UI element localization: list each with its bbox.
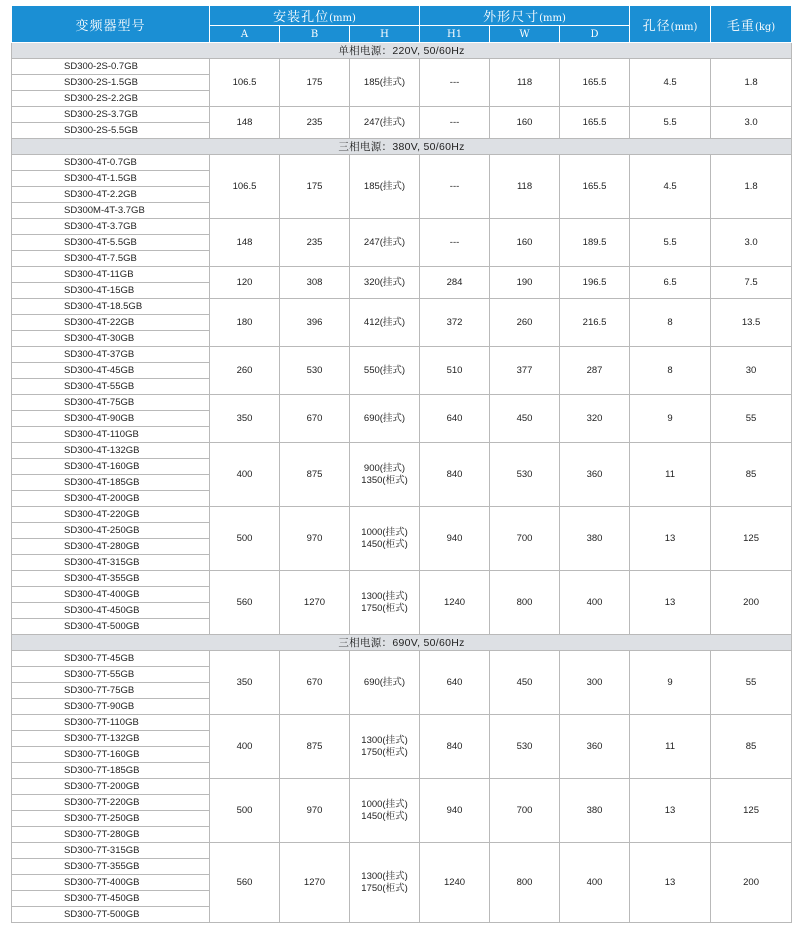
outer-h1-cell: ---	[420, 155, 490, 219]
mount-a-cell: 148	[210, 107, 280, 139]
model-cell: SD300-4T-45GB	[12, 363, 210, 379]
model-cell: SD300-4T-30GB	[12, 331, 210, 347]
outer-w-cell: 190	[490, 267, 560, 299]
header-mount-hole-pos	[210, 6, 420, 26]
mount-h-cell	[350, 395, 420, 443]
hole-dia-cell: 4.5	[630, 155, 711, 219]
mount-h-cell	[350, 219, 420, 267]
mount-h-line: 690(挂式)	[363, 676, 406, 688]
model-cell: SD300-7T-355GB	[12, 859, 210, 875]
mount-h-cell	[350, 347, 420, 395]
mount-a-cell: 106.5	[210, 59, 280, 107]
outer-d-cell: 320	[560, 395, 630, 443]
outer-d-cell: 196.5	[560, 267, 630, 299]
weight-cell: 3.0	[711, 107, 792, 139]
mount-h-cell	[350, 155, 420, 219]
model-cell: SD300-4T-0.7GB	[12, 155, 210, 171]
header-hole-dia	[630, 6, 711, 43]
outer-w-cell: 377	[490, 347, 560, 395]
model-cell: SD300-2S-3.7GB	[12, 107, 210, 123]
table-row	[12, 779, 792, 795]
model-cell: SD300-4T-220GB	[12, 507, 210, 523]
mount-a-cell: 400	[210, 715, 280, 779]
weight-cell: 1.8	[711, 59, 792, 107]
outer-h1-cell: 510	[420, 347, 490, 395]
mount-b-cell: 396	[280, 299, 350, 347]
outer-h1-cell: 840	[420, 715, 490, 779]
mount-b-cell: 1270	[280, 571, 350, 635]
mount-b-cell: 235	[280, 219, 350, 267]
mount-h-line: 247(挂式)	[363, 236, 406, 248]
model-cell: SD300-4T-11GB	[12, 267, 210, 283]
mount-h-cell	[350, 651, 420, 715]
model-cell: SD300-7T-55GB	[12, 667, 210, 683]
mount-a-cell: 106.5	[210, 155, 280, 219]
section-row	[12, 635, 792, 651]
mount-h-cell	[350, 507, 420, 571]
weight-cell: 13.5	[711, 299, 792, 347]
mount-a-cell: 560	[210, 843, 280, 923]
mount-h-cell	[350, 715, 420, 779]
outer-w-cell: 160	[490, 107, 560, 139]
header-sub-h: H	[350, 26, 420, 43]
model-cell: SD300-7T-280GB	[12, 827, 210, 843]
mount-h-line: 247(挂式)	[363, 116, 406, 128]
model-cell: SD300-4T-75GB	[12, 395, 210, 411]
model-cell: SD300-7T-90GB	[12, 699, 210, 715]
mount-b-cell: 175	[280, 59, 350, 107]
outer-w-cell: 700	[490, 779, 560, 843]
mount-b-cell: 670	[280, 651, 350, 715]
outer-h1-cell: 372	[420, 299, 490, 347]
mount-a-cell: 350	[210, 651, 280, 715]
model-cell: SD300-4T-315GB	[12, 555, 210, 571]
model-cell: SD300-4T-7.5GB	[12, 251, 210, 267]
model-cell: SD300-4T-110GB	[12, 427, 210, 443]
mount-a-cell: 400	[210, 443, 280, 507]
outer-w-cell: 700	[490, 507, 560, 571]
mount-h-line: 1000(挂式)	[361, 526, 408, 538]
model-cell: SD300-7T-500GB	[12, 907, 210, 923]
model-cell: SD300-7T-185GB	[12, 763, 210, 779]
table-row	[12, 299, 792, 315]
model-cell: SD300-4T-250GB	[12, 523, 210, 539]
mount-b-cell: 175	[280, 155, 350, 219]
model-cell: SD300-2S-1.5GB	[12, 75, 210, 91]
model-cell: SD300-4T-18.5GB	[12, 299, 210, 315]
mount-h-cell	[350, 779, 420, 843]
outer-d-cell: 216.5	[560, 299, 630, 347]
outer-w-cell: 260	[490, 299, 560, 347]
model-cell: SD300M-4T-3.7GB	[12, 203, 210, 219]
model-cell: SD300-4T-500GB	[12, 619, 210, 635]
hole-dia-cell: 11	[630, 443, 711, 507]
mount-h-line: 1450(柜式)	[361, 810, 408, 822]
model-cell: SD300-7T-315GB	[12, 843, 210, 859]
mount-h-cell	[350, 59, 420, 107]
mount-h-line: 320(挂式)	[363, 276, 406, 288]
hole-dia-cell: 13	[630, 571, 711, 635]
outer-d-cell: 165.5	[560, 59, 630, 107]
mount-h-line: 1350(柜式)	[361, 474, 408, 486]
mount-b-cell: 970	[280, 779, 350, 843]
table-row	[12, 219, 792, 235]
outer-d-cell: 287	[560, 347, 630, 395]
weight-cell: 200	[711, 843, 792, 923]
weight-cell: 125	[711, 779, 792, 843]
header-outer-unit: (mm)	[539, 13, 566, 24]
model-cell: SD300-4T-450GB	[12, 603, 210, 619]
model-cell: SD300-7T-45GB	[12, 651, 210, 667]
model-cell: SD300-7T-220GB	[12, 795, 210, 811]
mount-h-line: 550(挂式)	[363, 364, 406, 376]
table-row	[12, 347, 792, 363]
mount-a-cell: 120	[210, 267, 280, 299]
mount-b-cell: 530	[280, 347, 350, 395]
outer-w-cell: 118	[490, 155, 560, 219]
model-cell: SD300-4T-280GB	[12, 539, 210, 555]
mount-h-line: 412(挂式)	[363, 316, 406, 328]
model-cell: SD300-7T-110GB	[12, 715, 210, 731]
header-model: 变频器型号	[12, 6, 210, 43]
hole-dia-cell: 5.5	[630, 107, 711, 139]
mount-b-cell: 308	[280, 267, 350, 299]
header-hole-dia-label: 孔径	[642, 17, 671, 33]
mount-b-cell: 235	[280, 107, 350, 139]
hole-dia-cell: 8	[630, 347, 711, 395]
mount-b-cell: 875	[280, 443, 350, 507]
model-cell: SD300-4T-1.5GB	[12, 171, 210, 187]
outer-d-cell: 300	[560, 651, 630, 715]
model-cell: SD300-7T-400GB	[12, 875, 210, 891]
section-row	[12, 139, 792, 155]
mount-a-cell: 148	[210, 219, 280, 267]
hole-dia-cell: 9	[630, 651, 711, 715]
outer-h1-cell: 1240	[420, 571, 490, 635]
mount-h-line: 690(挂式)	[363, 412, 406, 424]
table-row	[12, 651, 792, 667]
outer-h1-cell: 940	[420, 507, 490, 571]
hole-dia-cell: 6.5	[630, 267, 711, 299]
weight-cell: 7.5	[711, 267, 792, 299]
section-title: 三相电源：380V, 50/60Hz	[12, 139, 792, 155]
section-title: 单相电源：220V, 50/60Hz	[12, 43, 792, 59]
outer-d-cell: 380	[560, 779, 630, 843]
header-sub-h1: H1	[420, 26, 490, 43]
mount-h-cell	[350, 443, 420, 507]
hole-dia-cell: 13	[630, 507, 711, 571]
hole-dia-cell: 9	[630, 395, 711, 443]
mount-h-line: 1750(柜式)	[361, 882, 408, 894]
header-weight	[711, 6, 792, 43]
outer-w-cell: 530	[490, 443, 560, 507]
mount-h-cell	[350, 571, 420, 635]
outer-w-cell: 160	[490, 219, 560, 267]
outer-h1-cell: 284	[420, 267, 490, 299]
mount-h-line: 1750(柜式)	[361, 602, 408, 614]
model-cell: SD300-4T-37GB	[12, 347, 210, 363]
outer-w-cell: 800	[490, 571, 560, 635]
mount-h-line: 1300(挂式)	[361, 590, 408, 602]
model-cell: SD300-4T-355GB	[12, 571, 210, 587]
outer-h1-cell: 840	[420, 443, 490, 507]
section-title: 三相电源：690V, 50/60Hz	[12, 635, 792, 651]
header-outer-dim-label: 外形尺寸	[483, 9, 540, 24]
mount-h-line: 1750(柜式)	[361, 746, 408, 758]
outer-h1-cell: 640	[420, 651, 490, 715]
header-hole-unit: (mm)	[670, 21, 698, 33]
section-row	[12, 43, 792, 59]
table-row	[12, 843, 792, 859]
mount-a-cell: 180	[210, 299, 280, 347]
model-cell: SD300-4T-185GB	[12, 475, 210, 491]
mount-a-cell: 350	[210, 395, 280, 443]
mount-h-line: 1450(柜式)	[361, 538, 408, 550]
mount-h-cell	[350, 843, 420, 923]
model-cell: SD300-7T-200GB	[12, 779, 210, 795]
outer-d-cell: 400	[560, 843, 630, 923]
mount-h-cell	[350, 299, 420, 347]
outer-d-cell: 165.5	[560, 107, 630, 139]
model-cell: SD300-7T-250GB	[12, 811, 210, 827]
mount-h-cell	[350, 267, 420, 299]
header-sub-a: A	[210, 26, 280, 43]
outer-w-cell: 450	[490, 395, 560, 443]
model-cell: SD300-4T-400GB	[12, 587, 210, 603]
header-outer-dim	[420, 6, 630, 26]
outer-h1-cell: 640	[420, 395, 490, 443]
mount-a-cell: 560	[210, 571, 280, 635]
mount-h-line: 1300(挂式)	[361, 734, 408, 746]
mount-b-cell: 1270	[280, 843, 350, 923]
model-cell: SD300-2S-2.2GB	[12, 91, 210, 107]
table-row	[12, 59, 792, 75]
model-cell: SD300-2S-5.5GB	[12, 123, 210, 139]
header-sub-d: D	[560, 26, 630, 43]
mount-b-cell: 670	[280, 395, 350, 443]
hole-dia-cell: 13	[630, 779, 711, 843]
hole-dia-cell: 8	[630, 299, 711, 347]
outer-d-cell: 360	[560, 715, 630, 779]
outer-d-cell: 400	[560, 571, 630, 635]
mount-a-cell: 500	[210, 507, 280, 571]
mount-a-cell: 500	[210, 779, 280, 843]
header-mount-hole-pos-label: 安装孔位	[273, 9, 330, 24]
outer-h1-cell: ---	[420, 219, 490, 267]
model-cell: SD300-7T-450GB	[12, 891, 210, 907]
model-cell: SD300-7T-75GB	[12, 683, 210, 699]
weight-cell: 125	[711, 507, 792, 571]
table-row	[12, 507, 792, 523]
model-cell: SD300-7T-160GB	[12, 747, 210, 763]
hole-dia-cell: 5.5	[630, 219, 711, 267]
outer-h1-cell: ---	[420, 107, 490, 139]
header-weight-unit: (kg)	[754, 21, 776, 33]
outer-w-cell: 530	[490, 715, 560, 779]
table-row	[12, 715, 792, 731]
outer-w-cell: 800	[490, 843, 560, 923]
outer-h1-cell: ---	[420, 59, 490, 107]
header-mount-unit: (mm)	[329, 13, 356, 24]
dimension-table	[11, 5, 792, 923]
mount-h-line: 900(挂式)	[363, 462, 406, 474]
model-cell: SD300-4T-2.2GB	[12, 187, 210, 203]
dimension-table-container	[11, 5, 791, 923]
model-cell: SD300-4T-3.7GB	[12, 219, 210, 235]
mount-a-cell: 260	[210, 347, 280, 395]
hole-dia-cell: 4.5	[630, 59, 711, 107]
table-row	[12, 155, 792, 171]
header-sub-b: B	[280, 26, 350, 43]
model-cell: SD300-4T-90GB	[12, 411, 210, 427]
model-cell: SD300-4T-22GB	[12, 315, 210, 331]
header-weight-label: 毛重	[726, 17, 755, 33]
weight-cell: 55	[711, 651, 792, 715]
model-cell: SD300-4T-55GB	[12, 379, 210, 395]
mount-b-cell: 875	[280, 715, 350, 779]
table-row	[12, 107, 792, 123]
model-cell: SD300-2S-0.7GB	[12, 59, 210, 75]
model-cell: SD300-7T-132GB	[12, 731, 210, 747]
outer-d-cell: 360	[560, 443, 630, 507]
outer-h1-cell: 1240	[420, 843, 490, 923]
table-row	[12, 443, 792, 459]
table-header	[12, 6, 792, 43]
weight-cell: 200	[711, 571, 792, 635]
mount-h-cell	[350, 107, 420, 139]
mount-h-line: 185(挂式)	[363, 180, 406, 192]
weight-cell: 85	[711, 443, 792, 507]
mount-h-line: 1000(挂式)	[361, 798, 408, 810]
outer-h1-cell: 940	[420, 779, 490, 843]
weight-cell: 85	[711, 715, 792, 779]
weight-cell: 55	[711, 395, 792, 443]
mount-h-line: 1300(挂式)	[361, 870, 408, 882]
table-row	[12, 571, 792, 587]
weight-cell: 30	[711, 347, 792, 395]
header-sub-w: W	[490, 26, 560, 43]
mount-b-cell: 970	[280, 507, 350, 571]
table-row	[12, 395, 792, 411]
table-row	[12, 267, 792, 283]
model-cell: SD300-4T-160GB	[12, 459, 210, 475]
weight-cell: 1.8	[711, 155, 792, 219]
hole-dia-cell: 11	[630, 715, 711, 779]
model-cell: SD300-4T-132GB	[12, 443, 210, 459]
outer-d-cell: 380	[560, 507, 630, 571]
outer-w-cell: 118	[490, 59, 560, 107]
mount-h-line: 185(挂式)	[363, 76, 406, 88]
model-cell: SD300-4T-5.5GB	[12, 235, 210, 251]
outer-d-cell: 189.5	[560, 219, 630, 267]
table-body	[12, 43, 792, 923]
hole-dia-cell: 13	[630, 843, 711, 923]
model-cell: SD300-4T-200GB	[12, 491, 210, 507]
outer-d-cell: 165.5	[560, 155, 630, 219]
model-cell: SD300-4T-15GB	[12, 283, 210, 299]
outer-w-cell: 450	[490, 651, 560, 715]
weight-cell: 3.0	[711, 219, 792, 267]
